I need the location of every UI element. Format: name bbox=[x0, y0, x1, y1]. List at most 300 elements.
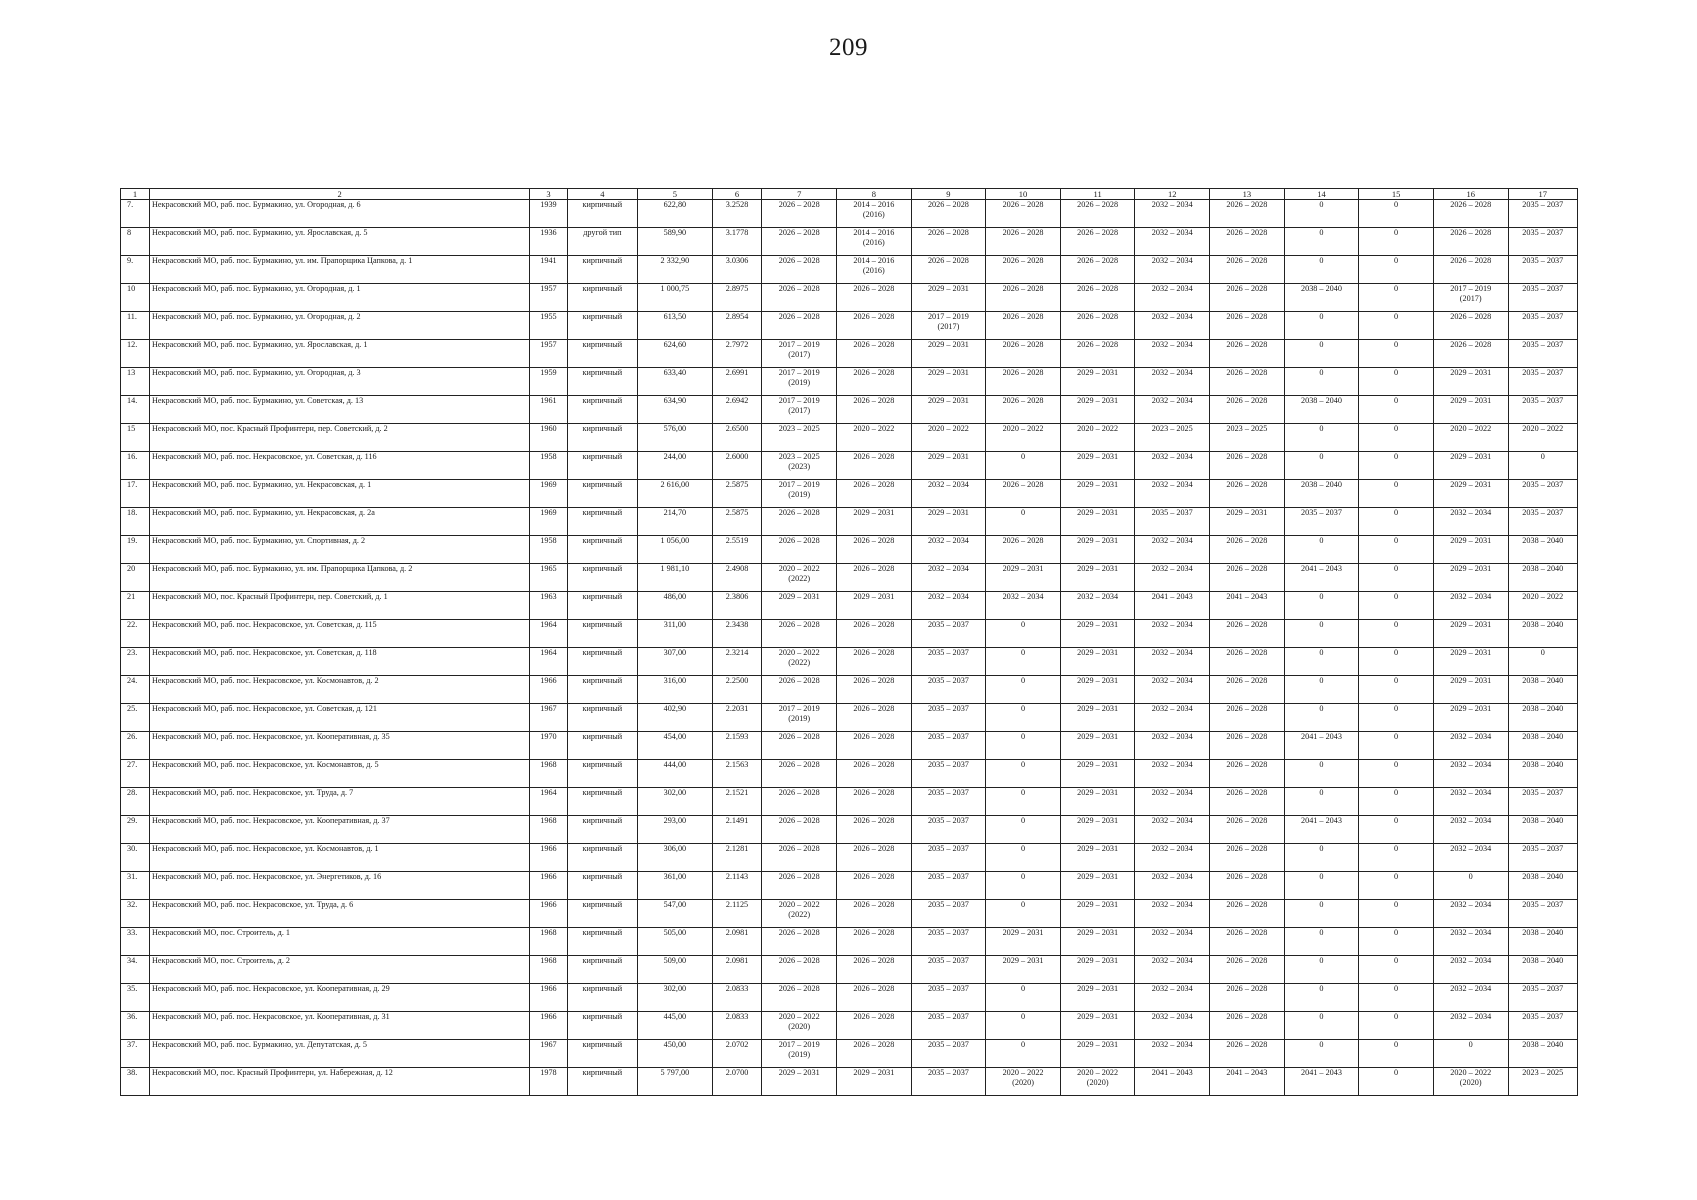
table-row bbox=[121, 620, 1578, 648]
cell-value: 2026 – 2028 bbox=[853, 620, 895, 629]
table-cell-col-13 bbox=[1210, 1040, 1285, 1068]
cell-value: 2032 – 2034 bbox=[1151, 704, 1193, 713]
table-cell-col-14 bbox=[1284, 228, 1359, 256]
cell-value: 0 bbox=[1394, 620, 1399, 629]
cell-value: 2026 – 2028 bbox=[853, 788, 895, 797]
table-cell-col-3 bbox=[530, 1040, 567, 1068]
table-cell-col-9 bbox=[911, 396, 986, 424]
table-cell-col-15 bbox=[1359, 928, 1434, 956]
cell-value: 1957 bbox=[540, 284, 557, 293]
table-cell-col-12 bbox=[1135, 368, 1210, 396]
cell-value: 2026 – 2028 bbox=[1226, 1040, 1268, 1049]
table-cell-col-2 bbox=[150, 732, 530, 760]
table-cell-col-15 bbox=[1359, 844, 1434, 872]
cell-value: 2.5875 bbox=[725, 480, 749, 489]
table-cell-col-9 bbox=[911, 508, 986, 536]
cell-value: 2026 – 2028 bbox=[778, 956, 820, 965]
table-cell-col-1 bbox=[121, 816, 150, 844]
cell-value: 0 bbox=[1319, 788, 1324, 797]
table-cell-col-12 bbox=[1135, 900, 1210, 928]
cell-value: 2038 – 2040 bbox=[1301, 396, 1342, 405]
cell-value: 0 bbox=[1319, 704, 1324, 713]
cell-value: 2029 – 2031 bbox=[1450, 620, 1492, 629]
cell-value: 2032 – 2034 bbox=[1450, 788, 1492, 797]
table-cell-col-7 bbox=[762, 844, 837, 872]
table-cell-col-12 bbox=[1135, 648, 1210, 676]
table-cell-col-3 bbox=[530, 508, 567, 536]
cell-value: 2020 – 2022 bbox=[1077, 424, 1119, 433]
column-number-10: 10 bbox=[986, 189, 1061, 200]
table-cell-col-11 bbox=[1060, 396, 1135, 424]
table-cell-col-4 bbox=[567, 228, 637, 256]
cell-value: 2035 – 2037 bbox=[927, 816, 969, 825]
cell-value: 0 bbox=[1394, 564, 1399, 573]
cell-value: 2035 – 2037 bbox=[927, 844, 969, 853]
table-cell-col-6 bbox=[712, 564, 762, 592]
cell-value: Некрасовский МО, раб. пос. Бурмакино, ул. Некрасовская, д. 2а bbox=[152, 508, 375, 517]
cell-value: 2026 – 2028 bbox=[853, 1012, 895, 1021]
cell-value: 2038 – 2040 bbox=[1522, 704, 1564, 713]
cell-subvalue: (2017) bbox=[788, 350, 811, 359]
cell-value: 0 bbox=[1394, 928, 1399, 937]
cell-value: 2026 – 2028 bbox=[1077, 200, 1119, 209]
table-cell-col-2 bbox=[150, 648, 530, 676]
cell-value: 2035 – 2037 bbox=[1522, 284, 1564, 293]
table-cell-col-2 bbox=[150, 704, 530, 732]
cell-value: 14. bbox=[127, 396, 138, 405]
table-cell-col-15 bbox=[1359, 508, 1434, 536]
cell-value: 2026 – 2028 bbox=[853, 480, 895, 489]
table-cell-col-14 bbox=[1284, 956, 1359, 984]
cell-value: 1964 bbox=[540, 788, 557, 797]
cell-value: 2026 – 2028 bbox=[1002, 256, 1044, 265]
table-cell-col-8 bbox=[837, 1012, 912, 1040]
cell-value: кирпичный bbox=[582, 816, 623, 825]
column-number-8: 8 bbox=[837, 189, 912, 200]
table-cell-col-10 bbox=[986, 648, 1061, 676]
cell-value: 214,70 bbox=[663, 508, 687, 517]
cell-value: 2026 – 2028 bbox=[1450, 200, 1492, 209]
table-cell-col-14 bbox=[1284, 256, 1359, 284]
cell-value: 2032 – 2034 bbox=[1450, 816, 1492, 825]
cell-value: кирпичный bbox=[582, 1040, 623, 1049]
cell-value: 0 bbox=[1020, 452, 1026, 461]
table-cell-col-7 bbox=[762, 508, 837, 536]
table-cell-col-16 bbox=[1433, 452, 1508, 480]
cell-value: 2041 – 2043 bbox=[1226, 592, 1268, 601]
cell-value: 1955 bbox=[540, 312, 557, 321]
cell-value: Некрасовский МО, раб. пос. Некрасовское, ул. Советская, д. 115 bbox=[152, 620, 377, 629]
cell-value: 2029 – 2031 bbox=[1450, 648, 1492, 657]
table-row bbox=[121, 1040, 1578, 1068]
table-cell-col-6 bbox=[712, 648, 762, 676]
cell-value: кирпичный bbox=[582, 340, 623, 349]
cell-value: 2032 – 2034 bbox=[1151, 648, 1193, 657]
cell-value: кирпичный bbox=[582, 676, 623, 685]
cell-value: 2032 – 2034 bbox=[1450, 984, 1492, 993]
table-cell-col-9 bbox=[911, 956, 986, 984]
cell-value: 2026 – 2028 bbox=[778, 228, 820, 237]
cell-subvalue: (2019) bbox=[788, 714, 811, 723]
table-cell-col-3 bbox=[530, 816, 567, 844]
table-cell-col-17 bbox=[1508, 508, 1578, 536]
cell-value: 0 bbox=[1319, 844, 1324, 853]
table-row bbox=[121, 732, 1578, 760]
table-cell-col-8 bbox=[837, 1040, 912, 1068]
cell-value: 2.1491 bbox=[725, 816, 749, 825]
table-cell-col-5 bbox=[638, 508, 713, 536]
cell-value: 0 bbox=[1020, 704, 1026, 713]
cell-value: 1966 bbox=[540, 900, 557, 909]
column-number-17: 17 bbox=[1508, 189, 1578, 200]
table-cell-col-9 bbox=[911, 648, 986, 676]
cell-value: 2032 – 2034 bbox=[1077, 592, 1119, 601]
table-cell-col-2 bbox=[150, 1068, 530, 1096]
table-cell-col-6 bbox=[712, 760, 762, 788]
table-row bbox=[121, 872, 1578, 900]
cell-value: 2029 – 2031 bbox=[1077, 816, 1119, 825]
table-cell-col-7 bbox=[762, 816, 837, 844]
table-cell-col-11 bbox=[1060, 340, 1135, 368]
table-cell-col-8 bbox=[837, 424, 912, 452]
table-cell-col-6 bbox=[712, 200, 762, 228]
table-cell-col-16 bbox=[1433, 1012, 1508, 1040]
table-cell-col-6 bbox=[712, 676, 762, 704]
table-cell-col-12 bbox=[1135, 844, 1210, 872]
table-cell-col-17 bbox=[1508, 956, 1578, 984]
cell-value: Некрасовский МО, раб. пос. Бурмакино, ул. Некрасовская, д. 1 bbox=[152, 480, 372, 489]
cell-value: 2038 – 2040 bbox=[1522, 872, 1564, 881]
table-cell-col-1 bbox=[121, 368, 150, 396]
table-cell-col-13 bbox=[1210, 704, 1285, 732]
table-cell-col-15 bbox=[1359, 1012, 1434, 1040]
table-cell-col-6 bbox=[712, 508, 762, 536]
table-cell-col-14 bbox=[1284, 200, 1359, 228]
table-cell-col-7 bbox=[762, 1068, 837, 1096]
column-number-2: 2 bbox=[150, 189, 530, 200]
table-cell-col-13 bbox=[1210, 508, 1285, 536]
cell-value: 2026 – 2028 bbox=[1226, 564, 1268, 573]
cell-value: 2.8975 bbox=[725, 284, 749, 293]
table-cell-col-16 bbox=[1433, 872, 1508, 900]
table-cell-col-11 bbox=[1060, 564, 1135, 592]
cell-value: 2.1521 bbox=[725, 788, 749, 797]
cell-value: 0 bbox=[1020, 816, 1026, 825]
table-cell-col-3 bbox=[530, 452, 567, 480]
table-cell-col-5 bbox=[638, 536, 713, 564]
cell-value: 0 bbox=[1394, 1012, 1399, 1021]
cell-value: Некрасовский МО, пос. Красный Профинтерн, пер. Советский, д. 2 bbox=[152, 424, 388, 433]
table-cell-col-12 bbox=[1135, 256, 1210, 284]
cell-value: 2032 – 2034 bbox=[1450, 844, 1492, 853]
cell-value: 2041 – 2043 bbox=[1151, 592, 1193, 601]
table-cell-col-3 bbox=[530, 256, 567, 284]
table-cell-col-4 bbox=[567, 256, 637, 284]
cell-value: 2029 – 2031 bbox=[1002, 928, 1044, 937]
cell-value: 2.0981 bbox=[725, 956, 749, 965]
cell-value: 2.5875 bbox=[725, 508, 749, 517]
table-cell-col-16 bbox=[1433, 620, 1508, 648]
cell-value: кирпичный bbox=[582, 508, 623, 517]
table-cell-col-17 bbox=[1508, 1068, 1578, 1096]
table-cell-col-1 bbox=[121, 984, 150, 1012]
table-cell-col-5 bbox=[638, 676, 713, 704]
cell-value: 0 bbox=[1394, 984, 1399, 993]
cell-value: 2032 – 2034 bbox=[1151, 368, 1193, 377]
cell-value: 2023 – 2025 bbox=[1226, 424, 1268, 433]
table-cell-col-9 bbox=[911, 424, 986, 452]
cell-value: 2032 – 2034 bbox=[1450, 928, 1492, 937]
cell-value: Некрасовский МО, раб. пос. Бурмакино, ул. Спортивная, д. 2 bbox=[152, 536, 366, 545]
cell-value: 36. bbox=[127, 1012, 138, 1021]
cell-value: 1963 bbox=[540, 592, 557, 601]
cell-value: 2026 – 2028 bbox=[1226, 480, 1268, 489]
cell-value: 0 bbox=[1394, 200, 1399, 209]
cell-value: 2035 – 2037 bbox=[927, 928, 969, 937]
table-cell-col-2 bbox=[150, 984, 530, 1012]
cell-subvalue: (2020) bbox=[1012, 1078, 1034, 1087]
cell-value: кирпичный bbox=[582, 592, 623, 601]
table-cell-col-5 bbox=[638, 956, 713, 984]
cell-value: 2.3214 bbox=[725, 648, 749, 657]
cell-value: 2026 – 2028 bbox=[1226, 676, 1268, 685]
table-cell-col-10 bbox=[986, 844, 1061, 872]
cell-value: 311,00 bbox=[663, 620, 686, 629]
table-cell-col-7 bbox=[762, 984, 837, 1012]
table-cell-col-1 bbox=[121, 788, 150, 816]
table-cell-col-7 bbox=[762, 368, 837, 396]
table-cell-col-5 bbox=[638, 760, 713, 788]
cell-value: 2026 – 2028 bbox=[778, 508, 820, 517]
cell-value: 2026 – 2028 bbox=[778, 872, 820, 881]
cell-value: 2026 – 2028 bbox=[853, 312, 895, 321]
table-cell-col-3 bbox=[530, 788, 567, 816]
cell-value: 0 bbox=[1394, 1068, 1399, 1077]
cell-value: 2035 – 2037 bbox=[1522, 844, 1564, 853]
cell-value: 2029 – 2031 bbox=[1077, 452, 1119, 461]
cell-value: 2020 – 2022 bbox=[1450, 424, 1492, 433]
cell-value: 2032 – 2034 bbox=[1450, 956, 1492, 965]
cell-value: 2014 – 2016 bbox=[853, 228, 895, 237]
cell-value: 0 bbox=[1394, 312, 1399, 321]
cell-value: 3.0306 bbox=[725, 256, 749, 265]
table-cell-col-16 bbox=[1433, 1040, 1508, 1068]
cell-value: 2029 – 2031 bbox=[1077, 368, 1119, 377]
table-row bbox=[121, 508, 1578, 536]
cell-value: 2026 – 2028 bbox=[853, 564, 895, 573]
cell-value: 2020 – 2022 bbox=[1522, 424, 1564, 433]
cell-value: Некрасовский МО, раб. пос. Некрасовское, ул. Труда, д. 6 bbox=[152, 900, 354, 909]
cell-subvalue: (2019) bbox=[788, 490, 811, 499]
table-cell-col-6 bbox=[712, 816, 762, 844]
cell-value: 2026 – 2028 bbox=[1226, 872, 1268, 881]
cell-value: Некрасовский МО, раб. пос. Бурмакино, ул. Ярославская, д. 5 bbox=[152, 228, 368, 237]
table-cell-col-5 bbox=[638, 424, 713, 452]
housing-register-table bbox=[120, 188, 1578, 1096]
table-cell-col-13 bbox=[1210, 676, 1285, 704]
cell-value: 2035 – 2037 bbox=[927, 620, 969, 629]
column-number-16: 16 bbox=[1433, 189, 1508, 200]
table-cell-col-16 bbox=[1433, 816, 1508, 844]
table-cell-col-6 bbox=[712, 1068, 762, 1096]
table-cell-col-2 bbox=[150, 928, 530, 956]
table-cell-col-3 bbox=[530, 704, 567, 732]
table-cell-col-12 bbox=[1135, 424, 1210, 452]
cell-value: 2020 – 2022 bbox=[1450, 1068, 1492, 1077]
cell-subvalue: (2017) bbox=[788, 406, 811, 415]
cell-value: 2.2031 bbox=[725, 704, 749, 713]
cell-value: 2038 – 2040 bbox=[1522, 816, 1564, 825]
table-cell-col-4 bbox=[567, 284, 637, 312]
cell-value: 2035 – 2037 bbox=[927, 648, 969, 657]
cell-value: 2029 – 2031 bbox=[1077, 396, 1119, 405]
table-cell-col-14 bbox=[1284, 1040, 1359, 1068]
table-cell-col-12 bbox=[1135, 816, 1210, 844]
cell-value: 2041 – 2043 bbox=[1301, 816, 1342, 825]
table-cell-col-2 bbox=[150, 1040, 530, 1068]
table-cell-col-3 bbox=[530, 340, 567, 368]
table-cell-col-12 bbox=[1135, 956, 1210, 984]
cell-value: 0 bbox=[1020, 676, 1026, 685]
cell-value: Некрасовский МО, раб. пос. Некрасовское, ул. Кооперативная, д. 31 bbox=[152, 1012, 390, 1021]
table-cell-col-11 bbox=[1060, 312, 1135, 340]
cell-subvalue: (2016) bbox=[862, 266, 885, 275]
cell-value: 444,00 bbox=[663, 760, 687, 769]
cell-value: 2023 – 2025 bbox=[778, 424, 820, 433]
cell-value: 2035 – 2037 bbox=[927, 760, 969, 769]
cell-value: 2026 – 2028 bbox=[1002, 368, 1044, 377]
cell-value: 15 bbox=[127, 424, 136, 433]
table-cell-col-10 bbox=[986, 928, 1061, 956]
table-cell-col-6 bbox=[712, 340, 762, 368]
cell-value: 0 bbox=[1394, 592, 1399, 601]
table-cell-col-16 bbox=[1433, 424, 1508, 452]
table-cell-col-16 bbox=[1433, 676, 1508, 704]
cell-value: 2026 – 2028 bbox=[1226, 368, 1268, 377]
cell-value: кирпичный bbox=[582, 704, 623, 713]
table-cell-col-6 bbox=[712, 928, 762, 956]
table-cell-col-15 bbox=[1359, 312, 1434, 340]
table-cell-col-12 bbox=[1135, 284, 1210, 312]
table-cell-col-1 bbox=[121, 256, 150, 284]
table-cell-col-10 bbox=[986, 760, 1061, 788]
table-cell-col-1 bbox=[121, 620, 150, 648]
cell-value: 2023 – 2025 bbox=[778, 452, 820, 461]
table-cell-col-3 bbox=[530, 592, 567, 620]
table-cell-col-11 bbox=[1060, 816, 1135, 844]
table-cell-col-17 bbox=[1508, 592, 1578, 620]
cell-value: кирпичный bbox=[582, 256, 623, 265]
cell-value: 2026 – 2028 bbox=[1226, 536, 1268, 545]
cell-value: 2035 – 2037 bbox=[1522, 788, 1564, 797]
table-cell-col-15 bbox=[1359, 564, 1434, 592]
table-cell-col-14 bbox=[1284, 900, 1359, 928]
table-cell-col-1 bbox=[121, 1012, 150, 1040]
table-cell-col-16 bbox=[1433, 480, 1508, 508]
column-number-4: 4 bbox=[567, 189, 637, 200]
cell-value: 2035 – 2037 bbox=[1522, 1012, 1564, 1021]
cell-value: 2035 – 2037 bbox=[1522, 228, 1564, 237]
table-cell-col-17 bbox=[1508, 1040, 1578, 1068]
cell-value: 2035 – 2037 bbox=[927, 788, 969, 797]
cell-value: 0 bbox=[1020, 984, 1026, 993]
table-cell-col-15 bbox=[1359, 592, 1434, 620]
cell-value: 2026 – 2028 bbox=[1077, 312, 1119, 321]
cell-value: 2.3438 bbox=[725, 620, 749, 629]
cell-value: 2029 – 2031 bbox=[778, 1068, 820, 1077]
table-cell-col-6 bbox=[712, 228, 762, 256]
table-cell-col-8 bbox=[837, 564, 912, 592]
table-cell-col-14 bbox=[1284, 788, 1359, 816]
table-cell-col-17 bbox=[1508, 620, 1578, 648]
table-cell-col-7 bbox=[762, 452, 837, 480]
cell-value: 2.0833 bbox=[725, 984, 749, 993]
table-cell-col-12 bbox=[1135, 704, 1210, 732]
column-number-3: 3 bbox=[530, 189, 567, 200]
table-cell-col-9 bbox=[911, 256, 986, 284]
table-row bbox=[121, 844, 1578, 872]
table-cell-col-9 bbox=[911, 900, 986, 928]
cell-value: 2032 – 2034 bbox=[1151, 1012, 1193, 1021]
table-cell-col-15 bbox=[1359, 536, 1434, 564]
table-cell-col-12 bbox=[1135, 928, 1210, 956]
cell-value: 445,00 bbox=[663, 1012, 687, 1021]
table-cell-col-14 bbox=[1284, 648, 1359, 676]
cell-value: 27. bbox=[127, 760, 138, 769]
cell-value: 0 bbox=[1394, 368, 1399, 377]
table-cell-col-6 bbox=[712, 872, 762, 900]
cell-value: 2026 – 2028 bbox=[1002, 396, 1044, 405]
cell-value: 2026 – 2028 bbox=[1077, 340, 1119, 349]
cell-value: 2035 – 2037 bbox=[1151, 508, 1193, 517]
table-cell-col-11 bbox=[1060, 508, 1135, 536]
cell-value: 1939 bbox=[540, 200, 557, 209]
table-cell-col-10 bbox=[986, 340, 1061, 368]
cell-value: 1 000,75 bbox=[660, 284, 690, 293]
cell-value: Некрасовский МО, раб. пос. Бурмакино, ул. Огородная, д. 6 bbox=[152, 200, 361, 209]
cell-value: 2029 – 2031 bbox=[1077, 676, 1119, 685]
table-cell-col-16 bbox=[1433, 368, 1508, 396]
cell-value: 2029 – 2031 bbox=[1450, 564, 1492, 573]
table-cell-col-15 bbox=[1359, 760, 1434, 788]
table-cell-col-8 bbox=[837, 676, 912, 704]
table-cell-col-1 bbox=[121, 564, 150, 592]
table-cell-col-8 bbox=[837, 648, 912, 676]
cell-value: 2029 – 2031 bbox=[1077, 844, 1119, 853]
cell-value: 306,00 bbox=[663, 844, 687, 853]
cell-value: 2032 – 2034 bbox=[1450, 508, 1492, 517]
table-cell-col-8 bbox=[837, 620, 912, 648]
cell-value: 1968 bbox=[540, 816, 557, 825]
table-cell-col-16 bbox=[1433, 340, 1508, 368]
cell-value: 2029 – 2031 bbox=[1002, 956, 1044, 965]
table-cell-col-17 bbox=[1508, 732, 1578, 760]
table-cell-col-3 bbox=[530, 368, 567, 396]
cell-value: 1960 bbox=[540, 424, 557, 433]
table-cell-col-13 bbox=[1210, 620, 1285, 648]
cell-value: 24. bbox=[127, 676, 138, 685]
table-cell-col-5 bbox=[638, 228, 713, 256]
table-cell-col-2 bbox=[150, 816, 530, 844]
cell-value: 2035 – 2037 bbox=[1522, 368, 1564, 377]
cell-value: 2026 – 2028 bbox=[1450, 228, 1492, 237]
table-cell-col-17 bbox=[1508, 564, 1578, 592]
table-cell-col-8 bbox=[837, 228, 912, 256]
cell-value: 32. bbox=[127, 900, 138, 909]
cell-value: 2032 – 2034 bbox=[1151, 228, 1193, 237]
table-cell-col-12 bbox=[1135, 508, 1210, 536]
table-row bbox=[121, 284, 1578, 312]
